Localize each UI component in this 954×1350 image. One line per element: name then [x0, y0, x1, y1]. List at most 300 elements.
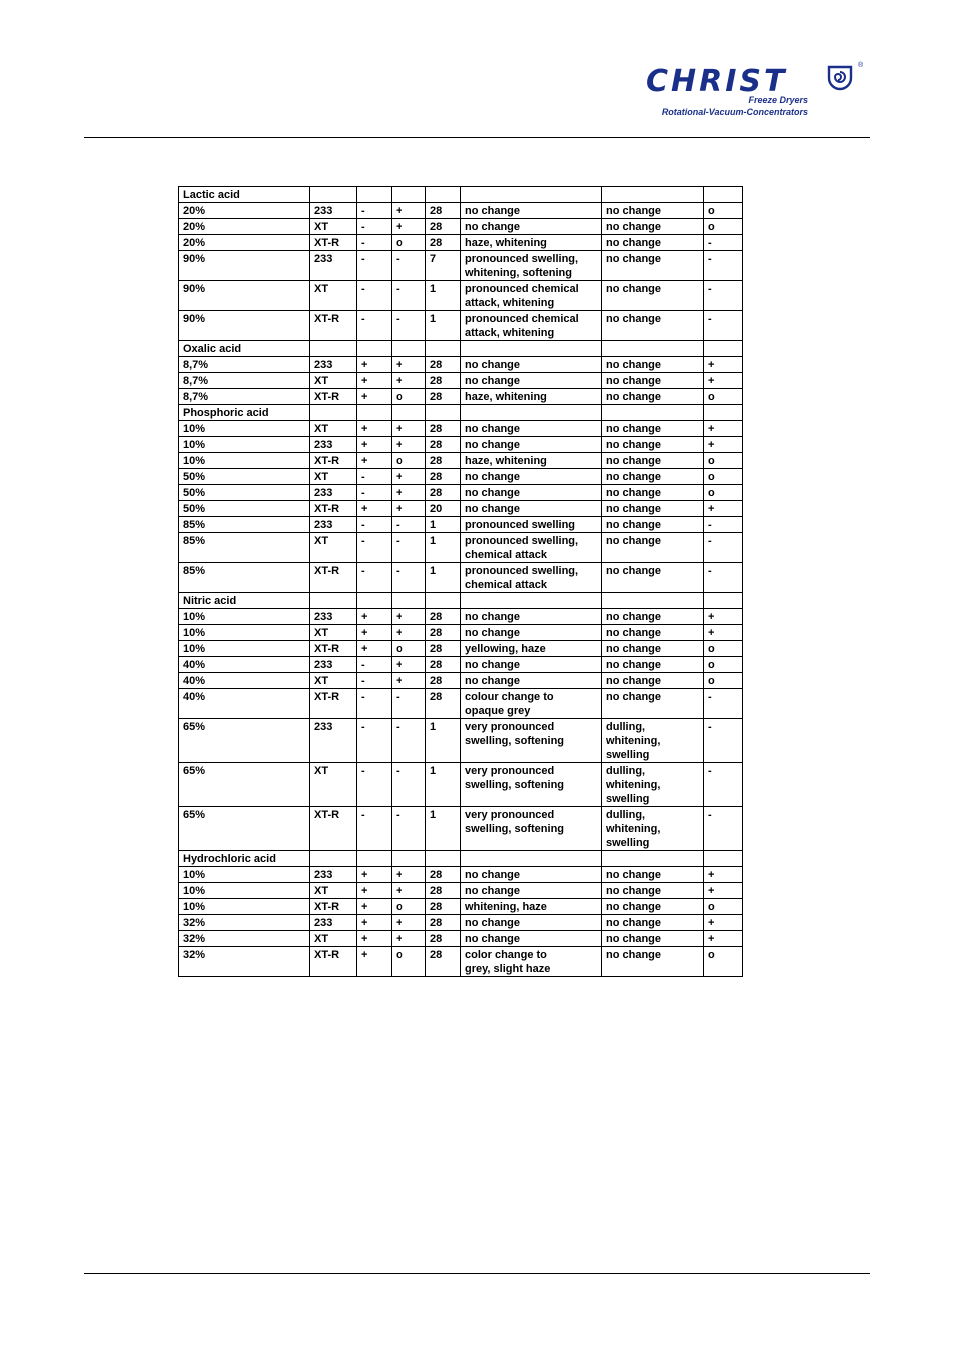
table-row [179, 389, 743, 405]
section-row [179, 851, 743, 867]
material-cell: XT-R [310, 947, 357, 977]
surface-effect-cell: no change [461, 657, 602, 673]
rating-a-cell: - [357, 203, 392, 219]
days-cell: 28 [426, 609, 461, 625]
concentration-cell: 65% [179, 807, 310, 851]
optical-effect-cell: no change [602, 219, 704, 235]
overall-rating-cell: o [704, 657, 743, 673]
chemical-resistance-table [178, 186, 743, 977]
table-row [179, 517, 743, 533]
rating-a-cell: + [357, 947, 392, 977]
rating-a-cell: - [357, 281, 392, 311]
concentration-cell: 40% [179, 657, 310, 673]
concentration-cell: 10% [179, 883, 310, 899]
days-cell: 28 [426, 235, 461, 251]
overall-rating-cell: o [704, 453, 743, 469]
rating-b-cell: o [392, 947, 426, 977]
table-row [179, 437, 743, 453]
empty-cell [602, 593, 704, 609]
material-cell: XT [310, 373, 357, 389]
concentration-cell: 90% [179, 311, 310, 341]
rating-a-cell: + [357, 609, 392, 625]
concentration-cell: 85% [179, 533, 310, 563]
surface-effect-cell: whitening, haze [461, 899, 602, 915]
material-cell: XT [310, 763, 357, 807]
optical-effect-cell: no change [602, 609, 704, 625]
empty-cell [461, 341, 602, 357]
overall-rating-cell: + [704, 501, 743, 517]
empty-cell [426, 851, 461, 867]
optical-effect-cell: dulling, whitening, swelling [602, 719, 704, 763]
table-row [179, 947, 743, 977]
concentration-cell: 8,7% [179, 389, 310, 405]
surface-effect-cell: very pronounced swelling, softening [461, 807, 602, 851]
optical-effect-cell: no change [602, 657, 704, 673]
material-cell: 233 [310, 357, 357, 373]
material-cell: 233 [310, 719, 357, 763]
rating-b-cell: o [392, 641, 426, 657]
days-cell: 28 [426, 453, 461, 469]
days-cell: 28 [426, 625, 461, 641]
overall-rating-cell: - [704, 807, 743, 851]
days-cell: 20 [426, 501, 461, 517]
section-label: Nitric acid [179, 593, 310, 609]
rating-b-cell: - [392, 311, 426, 341]
table-row [179, 867, 743, 883]
surface-effect-cell: no change [461, 673, 602, 689]
optical-effect-cell: no change [602, 563, 704, 593]
logo-wordmark: CHRIST [646, 64, 788, 99]
material-cell: 233 [310, 867, 357, 883]
material-cell: 233 [310, 437, 357, 453]
empty-cell [392, 187, 426, 203]
table-row [179, 807, 743, 851]
days-cell: 1 [426, 807, 461, 851]
table-row [179, 357, 743, 373]
days-cell: 28 [426, 867, 461, 883]
surface-effect-cell: no change [461, 915, 602, 931]
section-label: Phosphoric acid [179, 405, 310, 421]
rating-b-cell: + [392, 673, 426, 689]
empty-cell [602, 405, 704, 421]
optical-effect-cell: no change [602, 251, 704, 281]
empty-cell [310, 187, 357, 203]
optical-effect-cell: no change [602, 517, 704, 533]
rating-b-cell: - [392, 763, 426, 807]
rating-b-cell: + [392, 437, 426, 453]
days-cell: 28 [426, 421, 461, 437]
header-rule [84, 137, 870, 138]
days-cell: 28 [426, 389, 461, 405]
optical-effect-cell: no change [602, 203, 704, 219]
optical-effect-cell: no change [602, 883, 704, 899]
table-row [179, 883, 743, 899]
empty-cell [357, 593, 392, 609]
concentration-cell: 65% [179, 719, 310, 763]
optical-effect-cell: no change [602, 689, 704, 719]
rating-a-cell: + [357, 915, 392, 931]
empty-cell [392, 593, 426, 609]
days-cell: 28 [426, 947, 461, 977]
table-row [179, 673, 743, 689]
rating-b-cell: + [392, 915, 426, 931]
empty-cell [392, 851, 426, 867]
overall-rating-cell: + [704, 421, 743, 437]
concentration-cell: 50% [179, 485, 310, 501]
empty-cell [602, 341, 704, 357]
optical-effect-cell: no change [602, 373, 704, 389]
rating-b-cell: + [392, 609, 426, 625]
concentration-cell: 10% [179, 625, 310, 641]
optical-effect-cell: no change [602, 389, 704, 405]
overall-rating-cell: + [704, 883, 743, 899]
days-cell: 1 [426, 311, 461, 341]
rating-b-cell: + [392, 373, 426, 389]
optical-effect-cell: no change [602, 915, 704, 931]
days-cell: 28 [426, 219, 461, 235]
table-row [179, 763, 743, 807]
empty-cell [310, 341, 357, 357]
material-cell: XT-R [310, 389, 357, 405]
rating-b-cell: + [392, 625, 426, 641]
material-cell: XT [310, 625, 357, 641]
material-cell: XT [310, 673, 357, 689]
days-cell: 28 [426, 899, 461, 915]
days-cell: 28 [426, 915, 461, 931]
table-row [179, 563, 743, 593]
rating-a-cell: + [357, 421, 392, 437]
material-cell: XT-R [310, 501, 357, 517]
surface-effect-cell: no change [461, 437, 602, 453]
optical-effect-cell: no change [602, 485, 704, 501]
empty-cell [426, 405, 461, 421]
rating-b-cell: o [392, 235, 426, 251]
rating-a-cell: - [357, 219, 392, 235]
rating-b-cell: + [392, 357, 426, 373]
overall-rating-cell: - [704, 251, 743, 281]
rating-a-cell: + [357, 883, 392, 899]
surface-effect-cell: no change [461, 203, 602, 219]
rating-a-cell: - [357, 657, 392, 673]
material-cell: XT-R [310, 807, 357, 851]
rating-a-cell: - [357, 689, 392, 719]
section-row [179, 187, 743, 203]
overall-rating-cell: - [704, 719, 743, 763]
rating-a-cell: + [357, 389, 392, 405]
overall-rating-cell: o [704, 641, 743, 657]
table-row [179, 931, 743, 947]
overall-rating-cell: o [704, 219, 743, 235]
days-cell: 28 [426, 931, 461, 947]
days-cell: 28 [426, 641, 461, 657]
days-cell: 28 [426, 673, 461, 689]
material-cell: XT-R [310, 641, 357, 657]
empty-cell [704, 593, 743, 609]
overall-rating-cell: + [704, 867, 743, 883]
rating-b-cell: - [392, 281, 426, 311]
days-cell: 28 [426, 437, 461, 453]
concentration-cell: 32% [179, 931, 310, 947]
table-row [179, 501, 743, 517]
table-row [179, 235, 743, 251]
surface-effect-cell: no change [461, 867, 602, 883]
rating-a-cell: - [357, 235, 392, 251]
overall-rating-cell: - [704, 281, 743, 311]
optical-effect-cell: no change [602, 625, 704, 641]
surface-effect-cell: no change [461, 625, 602, 641]
empty-cell [310, 851, 357, 867]
days-cell: 28 [426, 883, 461, 899]
rating-a-cell: + [357, 373, 392, 389]
concentration-cell: 10% [179, 641, 310, 657]
concentration-cell: 32% [179, 915, 310, 931]
table-row [179, 899, 743, 915]
overall-rating-cell: o [704, 947, 743, 977]
rating-a-cell: - [357, 533, 392, 563]
concentration-cell: 32% [179, 947, 310, 977]
optical-effect-cell: no change [602, 947, 704, 977]
rating-b-cell: + [392, 469, 426, 485]
surface-effect-cell: color change to grey, slight haze [461, 947, 602, 977]
rating-a-cell: - [357, 563, 392, 593]
rating-a-cell: - [357, 517, 392, 533]
concentration-cell: 85% [179, 563, 310, 593]
surface-effect-cell: no change [461, 219, 602, 235]
empty-cell [602, 187, 704, 203]
section-row [179, 405, 743, 421]
material-cell: XT-R [310, 899, 357, 915]
table-row [179, 609, 743, 625]
section-row [179, 593, 743, 609]
concentration-cell: 10% [179, 437, 310, 453]
concentration-cell: 10% [179, 609, 310, 625]
rating-b-cell: - [392, 719, 426, 763]
concentration-cell: 90% [179, 251, 310, 281]
empty-cell [461, 593, 602, 609]
material-cell: 233 [310, 485, 357, 501]
surface-effect-cell: no change [461, 501, 602, 517]
optical-effect-cell: no change [602, 357, 704, 373]
overall-rating-cell: + [704, 625, 743, 641]
optical-effect-cell: no change [602, 281, 704, 311]
material-cell: 233 [310, 251, 357, 281]
rating-b-cell: - [392, 689, 426, 719]
rating-a-cell: + [357, 931, 392, 947]
section-label: Oxalic acid [179, 341, 310, 357]
overall-rating-cell: o [704, 203, 743, 219]
table-row [179, 281, 743, 311]
concentration-cell: 20% [179, 203, 310, 219]
rating-a-cell: - [357, 485, 392, 501]
material-cell: 233 [310, 915, 357, 931]
table-row [179, 485, 743, 501]
empty-cell [392, 405, 426, 421]
rating-a-cell: + [357, 437, 392, 453]
rating-b-cell: + [392, 485, 426, 501]
rating-a-cell: + [357, 357, 392, 373]
rating-b-cell: o [392, 389, 426, 405]
overall-rating-cell: - [704, 517, 743, 533]
table-row [179, 219, 743, 235]
days-cell: 1 [426, 281, 461, 311]
surface-effect-cell: no change [461, 421, 602, 437]
rating-a-cell: - [357, 311, 392, 341]
empty-cell [357, 341, 392, 357]
rating-b-cell: o [392, 453, 426, 469]
optical-effect-cell: no change [602, 501, 704, 517]
rating-b-cell: + [392, 931, 426, 947]
surface-effect-cell: haze, whitening [461, 235, 602, 251]
logo-tagline-2: Rotational-Vacuum-Concentrators [661, 107, 808, 117]
empty-cell [310, 405, 357, 421]
empty-cell [704, 341, 743, 357]
rating-b-cell: + [392, 657, 426, 673]
registered-mark: ® [858, 62, 864, 69]
surface-effect-cell: colour change to opaque grey [461, 689, 602, 719]
concentration-cell: 50% [179, 501, 310, 517]
rating-a-cell: + [357, 453, 392, 469]
empty-cell [426, 593, 461, 609]
empty-cell [392, 341, 426, 357]
material-cell: 233 [310, 203, 357, 219]
days-cell: 1 [426, 763, 461, 807]
optical-effect-cell: no change [602, 437, 704, 453]
rating-a-cell: - [357, 719, 392, 763]
days-cell: 28 [426, 485, 461, 501]
days-cell: 28 [426, 373, 461, 389]
surface-effect-cell: very pronounced swelling, softening [461, 763, 602, 807]
concentration-cell: 40% [179, 689, 310, 719]
rating-b-cell: - [392, 563, 426, 593]
rating-a-cell: - [357, 673, 392, 689]
empty-cell [704, 405, 743, 421]
rating-b-cell: + [392, 867, 426, 883]
overall-rating-cell: o [704, 469, 743, 485]
overall-rating-cell: + [704, 357, 743, 373]
rating-a-cell: + [357, 501, 392, 517]
surface-effect-cell: pronounced swelling, chemical attack [461, 563, 602, 593]
rating-b-cell: + [392, 501, 426, 517]
rating-a-cell: + [357, 899, 392, 915]
rating-b-cell: - [392, 807, 426, 851]
overall-rating-cell: - [704, 763, 743, 807]
surface-effect-cell: no change [461, 883, 602, 899]
overall-rating-cell: - [704, 235, 743, 251]
empty-cell [357, 405, 392, 421]
surface-effect-cell: pronounced chemical attack, whitening [461, 311, 602, 341]
concentration-cell: 10% [179, 421, 310, 437]
concentration-cell: 90% [179, 281, 310, 311]
logo-tagline-1: Freeze Dryers [748, 95, 808, 105]
empty-cell [704, 187, 743, 203]
surface-effect-cell: no change [461, 609, 602, 625]
table-row [179, 203, 743, 219]
days-cell: 28 [426, 357, 461, 373]
optical-effect-cell: no change [602, 469, 704, 485]
section-label: Lactic acid [179, 187, 310, 203]
material-cell: XT-R [310, 453, 357, 469]
table-row [179, 719, 743, 763]
optical-effect-cell: no change [602, 673, 704, 689]
optical-effect-cell: no change [602, 421, 704, 437]
surface-effect-cell: pronounced swelling, chemical attack [461, 533, 602, 563]
overall-rating-cell: + [704, 609, 743, 625]
rating-a-cell: - [357, 763, 392, 807]
rating-a-cell: - [357, 469, 392, 485]
empty-cell [426, 187, 461, 203]
material-cell: 233 [310, 657, 357, 673]
empty-cell [461, 405, 602, 421]
surface-effect-cell: pronounced swelling [461, 517, 602, 533]
days-cell: 1 [426, 563, 461, 593]
overall-rating-cell: - [704, 563, 743, 593]
rating-a-cell: + [357, 625, 392, 641]
overall-rating-cell: - [704, 689, 743, 719]
table-row [179, 625, 743, 641]
overall-rating-cell: o [704, 389, 743, 405]
concentration-cell: 10% [179, 453, 310, 469]
material-cell: XT [310, 421, 357, 437]
surface-effect-cell: no change [461, 357, 602, 373]
optical-effect-cell: no change [602, 931, 704, 947]
optical-effect-cell: no change [602, 641, 704, 657]
surface-effect-cell: no change [461, 469, 602, 485]
concentration-cell: 85% [179, 517, 310, 533]
material-cell: XT-R [310, 563, 357, 593]
surface-effect-cell: very pronounced swelling, softening [461, 719, 602, 763]
rating-b-cell: - [392, 251, 426, 281]
material-cell: XT-R [310, 235, 357, 251]
concentration-cell: 8,7% [179, 357, 310, 373]
overall-rating-cell: + [704, 931, 743, 947]
overall-rating-cell: + [704, 915, 743, 931]
optical-effect-cell: no change [602, 533, 704, 563]
optical-effect-cell: no change [602, 867, 704, 883]
surface-effect-cell: haze, whitening [461, 453, 602, 469]
table-row [179, 469, 743, 485]
days-cell: 1 [426, 719, 461, 763]
rating-a-cell: + [357, 641, 392, 657]
empty-cell [704, 851, 743, 867]
surface-effect-cell: haze, whitening [461, 389, 602, 405]
material-cell: 233 [310, 609, 357, 625]
material-cell: XT [310, 533, 357, 563]
rating-b-cell: o [392, 899, 426, 915]
empty-cell [357, 851, 392, 867]
material-cell: XT [310, 219, 357, 235]
material-cell: XT [310, 883, 357, 899]
table-row [179, 657, 743, 673]
days-cell: 28 [426, 657, 461, 673]
rating-a-cell: - [357, 807, 392, 851]
footer-rule [84, 1273, 870, 1274]
rating-b-cell: + [392, 883, 426, 899]
surface-effect-cell: pronounced chemical attack, whitening [461, 281, 602, 311]
empty-cell [426, 341, 461, 357]
optical-effect-cell: no change [602, 453, 704, 469]
rating-b-cell: + [392, 219, 426, 235]
table-row [179, 641, 743, 657]
optical-effect-cell: dulling, whitening, swelling [602, 807, 704, 851]
empty-cell [357, 187, 392, 203]
overall-rating-cell: + [704, 437, 743, 453]
material-cell: XT [310, 281, 357, 311]
christ-logo [640, 62, 868, 122]
table-row [179, 453, 743, 469]
empty-cell [461, 187, 602, 203]
surface-effect-cell: no change [461, 373, 602, 389]
concentration-cell: 10% [179, 899, 310, 915]
